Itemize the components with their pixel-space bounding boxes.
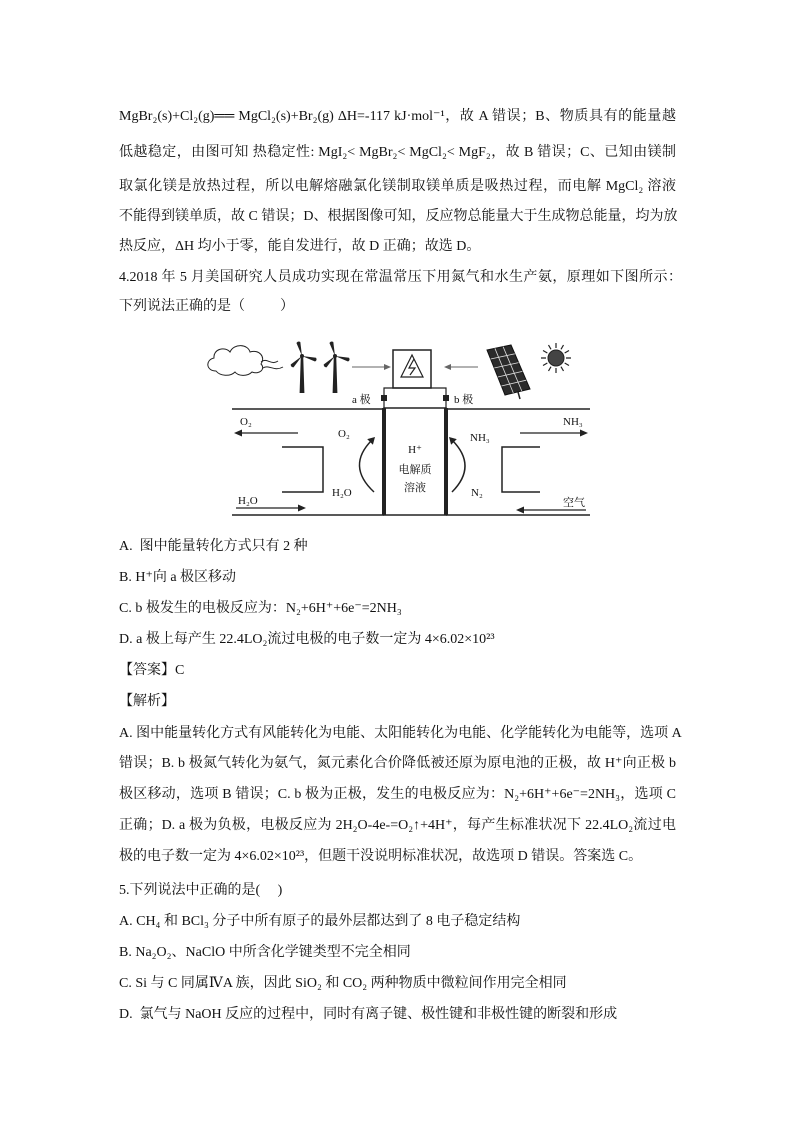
wind-turbine-right [323,341,350,393]
arrowhead [580,430,588,437]
electrolyte-cell [384,408,446,515]
question-4-stem: 4.2018 年 5 月美国研究人员成功实现在常温常压下用氮气和水生产氨，原理如下图所示： [119,270,682,285]
question-4-prompt: 下列说法正确的是（ ） [119,299,294,314]
electrolyte-label-1: 电解质 [398,464,432,476]
cathode-product-label: NH₃ [470,432,490,444]
turbine-tower [300,356,305,393]
solar-panel-body [487,345,530,395]
electrode-a-label: a 极 [352,394,371,406]
arrowhead [234,430,242,437]
question-5-option-c: C. Si 与 C 同属ⅣA 族，因此 SiO₂ 和 CO₂ 两种物质中微粒间作用完全相同 [119,976,567,991]
analysis-line: 极的电子数一定为 4×6.02×10²³，但题干没说明标准状况，故选项 D 错误。答案选 C。 [119,849,643,864]
question-4-analysis-heading: 【解析】 [119,694,175,709]
left-inlet-label: H₂O [238,495,258,507]
wind-turbine-left [290,341,317,393]
question-4-option-b: B. H⁺向 a 极区移动 [119,570,237,585]
solar-panel-stand [518,392,520,399]
paragraph-line: 取氯化镁是放热过程，所以电解熔融氯化镁制取镁单质是吸热过程，而电解 MgCl₂ 溶液 [119,179,676,194]
circuit-wire [384,388,446,408]
terminal-a [381,395,387,401]
analysis-line: 错误；B. b 极氮气转化为氨气，氮元素化合价降低被还原为原电池的正极，故 H⁺向正极 b [119,756,676,771]
analysis-line: A. 图中能量转化方式有风能转化为电能、太阳能转化为电能、化学能转化为电能等，选项 A [119,726,682,741]
left-bracket [282,447,323,492]
question-4-option-c: C. b 极发生的电极反应为：N₂+6H⁺+6e⁻=2NH₃ [119,601,402,616]
arrowhead [516,507,524,514]
anode-reactant-label: H₂O [332,487,352,499]
paragraph-line: 低越稳定，由图可知 热稳定性: MgI₂< MgBr₂< MgCl₂< MgF₂，故 B 错误；C、已知由镁制 [119,145,676,160]
sun-disc [548,350,564,366]
question-5-option-d: D. 氯气与 NaOH 反应的过程中，同时有离子键、极性键和非极性键的断裂和形成 [119,1007,618,1022]
cathode-curved-arrow [452,440,465,492]
turbine-tower [333,356,338,393]
left-outlet-label: O₂ [240,416,252,428]
paragraph-line: 热反应，ΔH 均小于零，能自发进行，故 D 正确；故选 D。 [119,239,481,254]
arrowhead [444,364,451,370]
ion-label: H⁺ [408,444,422,456]
right-bracket [502,447,540,492]
arrowhead [384,364,391,370]
electrode-b [444,408,448,515]
wind-streaks [261,360,283,368]
anode-curved-arrow [359,440,374,492]
paragraph-line: 不能得到镁单质，故 C 错误；D、根据图像可知，反应物总能量大于生成物总能量，均为放 [119,209,678,224]
electrolysis-ammonia-diagram [200,335,600,525]
sun-illustration [541,343,571,373]
electrode-a [382,408,386,515]
question-5-stem: 5.下列说法中正确的是( ) [119,883,283,898]
right-inlet-label: 空气 [563,497,585,509]
paragraph-line: MgBr₂(s)+Cl₂(g)══ MgCl₂(s)+Br₂(g) ΔH=-117 kJ·mol⁻¹，故 A 错误；B、物质具有的能量越 [119,109,676,124]
question-5-option-b: B. Na₂O₂、NaClO 中所含化学键类型不完全相同 [119,945,411,960]
electrode-b-label: b 极 [454,394,474,406]
analysis-line: 极区移动，选项 B 错误；C. b 极为正极，发生的电极反应为：N₂+6H⁺+6e⁻=2NH₃，选项 C [119,787,676,802]
question-4-option-d: D. a 极上每产生 22.4LO₂流过电极的电子数一定为 4×6.02×10²³ [119,632,495,647]
analysis-line: 正确；D. a 极为负极，电极反应为 2H₂O-4e-=O₂↑+4H⁺，每产生标准状况下 22.4LO₂流过电 [119,818,676,833]
question-4-answer: 【答案】C [119,663,185,678]
arrowhead [298,505,306,512]
turbine-hub [333,354,337,358]
question-5-option-a: A. CH₄ 和 BCl₃ 分子中所有原子的最外层都达到了 8 电子稳定结构 [119,914,521,929]
cathode-reactant-label: N₂ [471,487,483,499]
right-outlet-label: NH₃ [563,416,583,428]
terminal-b [443,395,449,401]
solar-panel-illustration [487,345,530,399]
electrolyte-label-2: 溶液 [404,482,426,494]
turbine-hub [300,354,304,358]
anode-product-label: O₂ [338,428,350,440]
question-4-option-a: A. 图中能量转化方式只有 2 种 [119,539,308,554]
cloud-illustration [208,346,263,376]
